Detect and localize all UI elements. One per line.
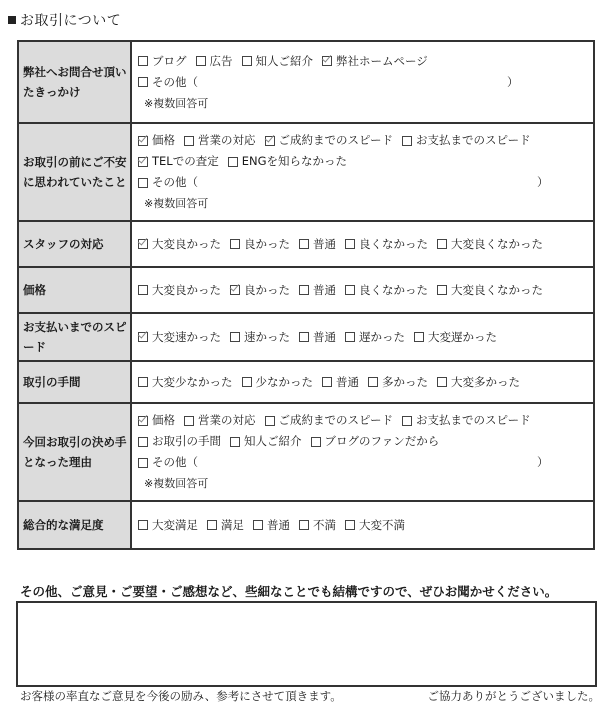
option-line — [138, 515, 589, 536]
option-item[interactable] — [402, 410, 531, 431]
checkbox-icon[interactable] — [242, 56, 252, 66]
checkbox-icon[interactable] — [196, 56, 206, 66]
option-item[interactable] — [402, 130, 531, 151]
close-paren: ） — [537, 175, 549, 189]
option-line — [138, 130, 589, 151]
option-label: 遅かった — [359, 329, 405, 344]
checkbox-icon[interactable] — [265, 416, 275, 426]
checkbox-icon[interactable] — [184, 416, 194, 426]
checkbox-icon[interactable] — [299, 285, 309, 295]
checked-checkbox-icon[interactable] — [138, 157, 148, 167]
option-label: 大変不満 — [359, 517, 405, 532]
row-label: スタッフの対応 — [18, 221, 131, 267]
option-line — [138, 151, 589, 172]
checkbox-icon[interactable] — [138, 458, 148, 468]
option-label: ENGを知らなかった — [241, 154, 347, 168]
option-label: ご成約までのスピード — [278, 133, 394, 147]
option-item[interactable] — [345, 327, 405, 348]
option-line — [138, 372, 589, 393]
option-item[interactable] — [437, 372, 520, 393]
option-label: 普通 — [313, 236, 336, 251]
multiple-answers-note: ※複数回答可 — [144, 96, 209, 110]
square-bullet-icon — [8, 16, 16, 24]
survey-row — [18, 41, 594, 123]
option-label: TELでの査定 — [152, 154, 219, 168]
row-label: 取引の手間 — [18, 361, 131, 403]
row-label: お取引の前にご不安に思われていたこと — [18, 123, 131, 221]
checkbox-icon[interactable] — [242, 377, 252, 387]
checkbox-icon[interactable] — [228, 157, 238, 167]
option-item[interactable] — [230, 280, 290, 301]
option-item[interactable] — [138, 372, 233, 393]
option-label: 大変満足 — [152, 517, 198, 532]
checkbox-icon[interactable] — [230, 239, 240, 249]
option-item[interactable] — [184, 410, 256, 431]
option-item[interactable] — [138, 327, 221, 348]
option-label: 良くなかった — [359, 282, 428, 297]
checkbox-icon[interactable] — [345, 239, 355, 249]
option-label: 営業の対応 — [198, 413, 256, 427]
checkbox-icon[interactable] — [299, 520, 309, 530]
option-label: 良くなかった — [359, 236, 428, 251]
checked-checkbox-icon[interactable] — [138, 239, 148, 249]
option-label: 大変良かった — [152, 282, 221, 297]
checkbox-icon[interactable] — [299, 332, 309, 342]
survey-row — [18, 267, 594, 313]
footer — [20, 688, 600, 704]
option-label: 多かった — [382, 374, 428, 389]
option-item[interactable] — [207, 515, 244, 536]
checkbox-icon[interactable] — [138, 178, 148, 188]
option-label: 大変速かった — [152, 329, 221, 344]
row-label: お支払いまでのスピード — [18, 313, 131, 361]
option-label: その他（ — [152, 455, 198, 469]
row-label: 価格 — [18, 267, 131, 313]
row-label: 総合的な満足度 — [18, 501, 131, 549]
option-item[interactable] — [138, 51, 187, 72]
option-label: ご成約までのスピード — [278, 413, 394, 427]
option-line — [138, 172, 589, 193]
option-label: 大変良くなかった — [451, 236, 543, 251]
row-options — [131, 501, 594, 549]
checkbox-icon[interactable] — [322, 377, 332, 387]
option-item[interactable] — [138, 431, 221, 452]
option-label: ブログ — [152, 53, 187, 68]
option-label: その他（ — [152, 175, 198, 189]
option-item[interactable] — [230, 327, 290, 348]
option-item[interactable] — [322, 372, 359, 393]
checkbox-icon[interactable] — [345, 332, 355, 342]
checkbox-icon[interactable] — [184, 136, 194, 146]
checkbox-icon[interactable] — [138, 377, 148, 387]
option-label: 広告 — [209, 53, 233, 68]
comments-heading: その他、ご意見・ご要望・ご感想など、些細なことでも結構ですので、ぜひお聞かせください。 — [20, 584, 558, 599]
option-item[interactable] — [311, 431, 440, 452]
option-label: お取引の手間 — [152, 434, 221, 448]
option-item[interactable] — [138, 130, 175, 151]
option-label: その他（ — [152, 74, 198, 89]
option-line — [138, 72, 589, 93]
survey-row — [18, 403, 594, 501]
option-line — [138, 234, 589, 255]
option-label: 大変遅かった — [428, 329, 497, 344]
footer-left-text: お客様の率直なご意見を今後の励み、参考にさせて頂きます。 — [20, 689, 342, 703]
close-paren: ） — [537, 455, 549, 469]
option-item[interactable] — [299, 327, 336, 348]
row-options — [131, 313, 594, 361]
option-label: お支払までのスピード — [416, 413, 531, 427]
checkbox-icon[interactable] — [402, 416, 412, 426]
option-item[interactable] — [138, 280, 221, 301]
checkbox-icon[interactable] — [299, 239, 309, 249]
option-label: 価格 — [152, 133, 175, 147]
option-label: 知人ご紹介 — [244, 434, 302, 448]
option-item[interactable] — [184, 130, 256, 151]
option-label: お支払までのスピード — [416, 133, 531, 147]
checkbox-icon[interactable] — [207, 520, 217, 530]
option-label: 大変多かった — [451, 374, 520, 389]
option-item[interactable] — [138, 410, 175, 431]
option-item[interactable] — [242, 372, 314, 393]
option-item[interactable] — [414, 327, 497, 348]
option-item[interactable] — [253, 515, 290, 536]
checkbox-icon[interactable] — [402, 136, 412, 146]
option-item[interactable] — [265, 410, 394, 431]
option-item[interactable] — [437, 234, 543, 255]
option-label: 少なかった — [255, 374, 313, 389]
survey-row — [18, 123, 594, 221]
option-item[interactable] — [138, 515, 198, 536]
checked-checkbox-icon[interactable] — [138, 136, 148, 146]
option-label: 普通 — [313, 329, 336, 344]
option-item[interactable] — [345, 280, 428, 301]
option-label: 速かった — [244, 329, 290, 344]
checkbox-icon[interactable] — [230, 437, 240, 447]
option-label: 弊社ホームページ — [336, 53, 428, 68]
option-label: 満足 — [221, 517, 244, 532]
option-item[interactable] — [138, 72, 198, 93]
row-label: 今回お取引の決め手となった理由 — [18, 403, 131, 501]
option-label: 普通 — [336, 374, 359, 389]
option-line — [138, 431, 589, 452]
checked-checkbox-icon[interactable] — [265, 136, 275, 146]
option-label: 普通 — [267, 517, 290, 532]
checkbox-icon[interactable] — [138, 437, 148, 447]
option-label: 不満 — [313, 517, 336, 532]
option-line — [138, 327, 589, 348]
row-options — [131, 123, 594, 221]
checkbox-icon[interactable] — [138, 520, 148, 530]
option-line — [138, 410, 589, 431]
checkbox-icon[interactable] — [230, 332, 240, 342]
option-item[interactable] — [138, 151, 219, 172]
checkbox-icon[interactable] — [138, 77, 148, 87]
option-item[interactable] — [230, 234, 290, 255]
option-line — [138, 51, 589, 72]
checked-checkbox-icon[interactable] — [138, 416, 148, 426]
option-line — [138, 452, 589, 473]
checkbox-icon[interactable] — [345, 520, 355, 530]
option-label: 良かった — [244, 236, 290, 251]
option-item[interactable] — [138, 234, 221, 255]
checkbox-icon[interactable] — [138, 56, 148, 66]
option-label: 大変良くなかった — [451, 282, 543, 297]
option-item[interactable] — [265, 130, 394, 151]
option-item[interactable] — [196, 51, 233, 72]
section-title-text: お取引について — [20, 13, 122, 29]
survey-row — [18, 313, 594, 361]
option-item[interactable] — [322, 51, 428, 72]
survey-table — [17, 40, 595, 550]
checkbox-icon[interactable] — [437, 377, 447, 387]
option-item[interactable] — [345, 515, 405, 536]
footer-right-text: ご協力ありがとうございました。 — [427, 689, 600, 703]
row-label: 弊社へお問合せ頂いたきっかけ — [18, 41, 131, 123]
multiple-answers-note: ※複数回答可 — [144, 197, 209, 210]
option-item[interactable] — [299, 515, 336, 536]
option-label: 大変少なかった — [152, 374, 233, 389]
option-item[interactable] — [228, 151, 347, 172]
checked-checkbox-icon[interactable] — [138, 332, 148, 342]
option-item[interactable] — [138, 452, 198, 473]
option-item[interactable] — [299, 234, 336, 255]
close-paren: ） — [507, 74, 519, 89]
checkbox-icon[interactable] — [311, 437, 321, 447]
option-label: 良かった — [244, 282, 290, 297]
option-item[interactable] — [242, 51, 314, 72]
option-item[interactable] — [299, 280, 336, 301]
option-item[interactable] — [368, 372, 428, 393]
section-title — [8, 10, 121, 30]
checkbox-icon[interactable] — [345, 285, 355, 295]
checkbox-icon[interactable] — [437, 239, 447, 249]
option-item[interactable] — [138, 172, 198, 193]
checked-checkbox-icon[interactable] — [230, 285, 240, 295]
row-options — [131, 41, 594, 123]
option-label: 知人ご紹介 — [255, 53, 313, 68]
option-label: 普通 — [313, 282, 336, 297]
checkbox-icon[interactable] — [138, 285, 148, 295]
checkbox-icon[interactable] — [368, 377, 378, 387]
option-line — [138, 280, 589, 301]
checkbox-icon[interactable] — [437, 285, 447, 295]
option-item[interactable] — [345, 234, 428, 255]
row-options — [131, 221, 594, 267]
comment-box[interactable] — [16, 601, 597, 687]
survey-row — [18, 361, 594, 403]
row-options — [131, 267, 594, 313]
row-options — [131, 361, 594, 403]
option-label: ブログのファンだから — [324, 434, 440, 448]
survey-row — [18, 501, 594, 549]
survey-row — [18, 221, 594, 267]
row-options — [131, 403, 594, 501]
checkbox-icon[interactable] — [414, 332, 424, 342]
multiple-answers-note: ※複数回答可 — [144, 477, 209, 490]
option-label: 大変良かった — [152, 236, 221, 251]
option-item[interactable] — [437, 280, 543, 301]
option-label: 営業の対応 — [198, 133, 256, 147]
option-label: 価格 — [152, 413, 175, 427]
checked-checkbox-icon[interactable] — [322, 56, 332, 66]
checkbox-icon[interactable] — [253, 520, 263, 530]
option-item[interactable] — [230, 431, 302, 452]
